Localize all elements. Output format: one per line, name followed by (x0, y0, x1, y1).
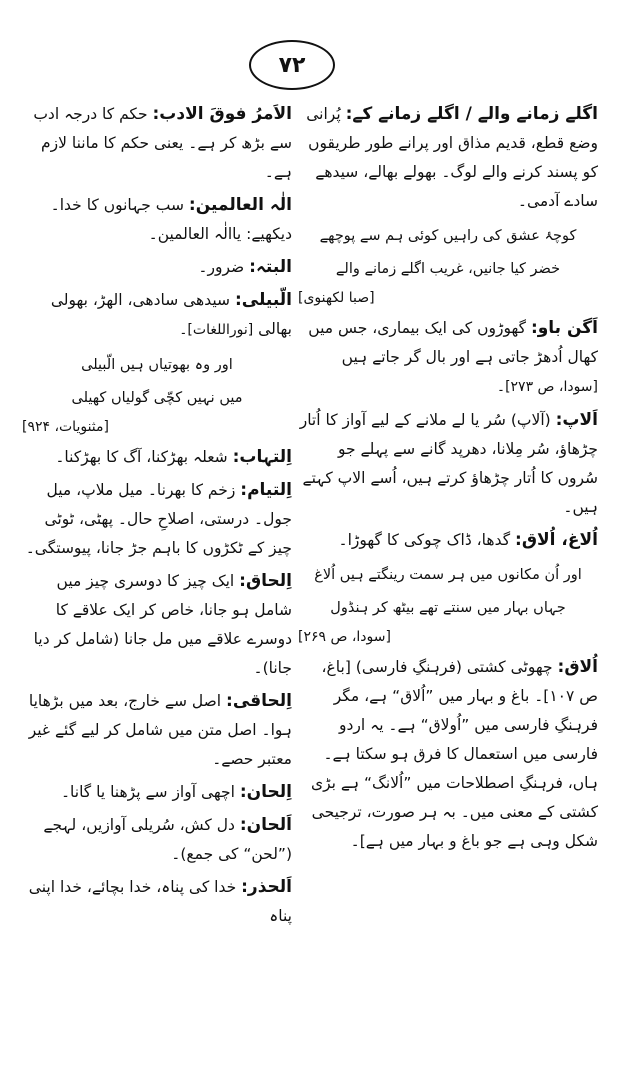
entry-ilhan (22, 778, 292, 807)
verse-line: خضر کیا جانیں، غریب اگلے زمانے والے (335, 261, 561, 277)
headword: الٰہ العالمین: (188, 195, 292, 215)
entry-alhazar (22, 873, 292, 931)
citation: [سودا، ص ۲۶۹] (298, 629, 391, 645)
definition: ضرور۔ (198, 258, 245, 276)
headword: اِلحاقی: (226, 691, 292, 711)
definition: سیدھی سادھی، الھڑ، بھولی بھالی (50, 291, 292, 338)
left-column (22, 100, 292, 935)
entry-alap (298, 406, 598, 522)
entry-albeli (22, 286, 292, 345)
headword: اَلحذر: (241, 877, 292, 897)
definition: پُرانی وضع قطع، قدیم مذاق اور پرانے طور طریقوں کو پسند کرنے والے لوگ۔ بھولے بھالے، سیدھے سادے آدمی۔ (306, 105, 598, 210)
verse-line: کوچۂ عشق کی راہیں کوئی ہم سے پوچھے (319, 228, 577, 244)
verse-line: اور وہ بھوتیاں ہیں الّبیلی (81, 357, 233, 373)
entry-ulagh (298, 526, 598, 555)
entry-alhan (22, 811, 292, 869)
definition: سب جہانوں کا خدا۔ دیکھیے: یاالٰہ العالمین۔ (50, 196, 292, 243)
headword: البتہ: (249, 257, 292, 277)
entry-ilhaqi (22, 687, 292, 774)
definition: گدھا، ڈاک چوکی کا گھوڑا۔ (338, 531, 511, 549)
definition: اصل سے خارج، بعد میں بڑھایا ہوا۔ اصل متن میں شامل کر لیے گئے غیر معتبر حصے۔ (28, 692, 292, 768)
definition: گھوڑوں کی ایک بیماری، جس میں کھال اُدھڑ جاتی ہے اور بال گر جاتے ہیں (308, 319, 598, 366)
entry-iltihab (22, 443, 292, 472)
entry-ilhaq (22, 567, 292, 683)
headword: الاَمرُ فوقَ الادب: (152, 104, 292, 124)
entry-albatta (22, 253, 292, 282)
quote-saba (298, 224, 598, 310)
quote-sauda (298, 563, 598, 649)
verse-line: جہاں بہار میں سنتے تھے بیٹھ کر ہنڈول (330, 600, 566, 616)
entry-ulaq (298, 653, 598, 856)
headword: اُلاغ، اُلاق: (515, 530, 598, 550)
definition: دل کش، سُریلی آوازیں، لہجے (”لحن“ کی جمع)۔ (43, 816, 292, 863)
entry-ilah-al-alamin (22, 191, 292, 249)
headword: اَلحان: (239, 815, 292, 835)
definition: خدا کی پناہ، خدا بچائے، خدا اپنی پناہ (28, 878, 292, 925)
quote-masnaviyat (22, 353, 292, 439)
citation: [صبا لکھنوی] (298, 290, 375, 306)
page-number: ۷۲ (249, 40, 335, 90)
verse-line: میں نہیں کچّی گولیاں کھیلی (71, 390, 243, 406)
definition: حکم کا درجہ ادب سے بڑھ کر ہے۔ یعنی حکم کا ماننا لازم ہے۔ (33, 105, 292, 181)
verse-line: اور اُن مکانوں میں ہر سمت رینگتے ہیں اُلاغ (314, 567, 582, 583)
entry-iltiyam (22, 476, 292, 563)
entry-agle-zamane (298, 100, 598, 216)
definition: اچھی آواز سے پڑھنا یا گانا۔ (60, 783, 235, 801)
headword: اَلاپ: (555, 410, 598, 430)
entry-agan-bao (298, 314, 598, 402)
definition: چھوٹی کشتی (فرہنگِ فارسی) [باغ، ص ۱۰۷]۔ باغ و بہار میں ”اُلاق“ ہے، مگر فرہنگِ فارسی میں ”اُولاق“ ہے۔ یہ اردو فارسی میں استعمال کا فرق ہو سکتا ہے۔ ہاں، فرہنگِ اصطلاحات میں ”اُلانگ“ ہے بڑی کشتی کے معنی میں۔ بہ ہر صورت، ترجیحی شکل وہی ہے جو باغ و بہار میں ہے]۔ (310, 658, 598, 850)
headword: الّبیلی: (234, 290, 292, 310)
citation: [سودا، ص ۲۷۳]۔ (496, 379, 598, 395)
definition: (آلاپ) سُر یا لے ملانے کے لیے آواز کا اُتار چڑھاؤ، سُر مِلانا، دھرپد گانے سے پہلے جو سُروں کا اُتار چڑھاؤ کرتے ہیں، اُسے الاپ کہتے ہیں۔ (299, 411, 598, 516)
definition: زخم کا بھرنا۔ میل ملاپ، میل جول۔ درستی، اصلاحِ حال۔ پھٹی، ٹوٹی چیز کے ٹکڑوں کا باہم جڑ جانا، پیوستگی۔ (25, 481, 292, 557)
headword: اِلتہاب: (232, 447, 292, 467)
headword: اِلتیام: (240, 480, 292, 500)
headword: اگلے زمانے والے / اگلے زمانے کے: (345, 104, 598, 124)
headword: اَگن باو: (530, 318, 598, 338)
headword: اِلحان: (239, 782, 292, 802)
right-column (298, 100, 598, 860)
definition: ایک چیز کا دوسری چیز میں شامل ہو جانا، خاص کر ایک علاقے کا دوسرے علاقے میں مل جانا (شامل کر دیا جانا)۔ (33, 572, 292, 677)
citation: [نوراللغات]۔ (179, 322, 254, 338)
headword: اُلاق: (557, 657, 598, 677)
citation: [مثنویات، ۹۲۴] (22, 419, 109, 435)
headword: اِلحاق: (239, 571, 292, 591)
definition: شعلہ بھڑکنا، آگ کا بھڑکنا۔ (55, 448, 228, 466)
entry-al-amr (22, 100, 292, 187)
